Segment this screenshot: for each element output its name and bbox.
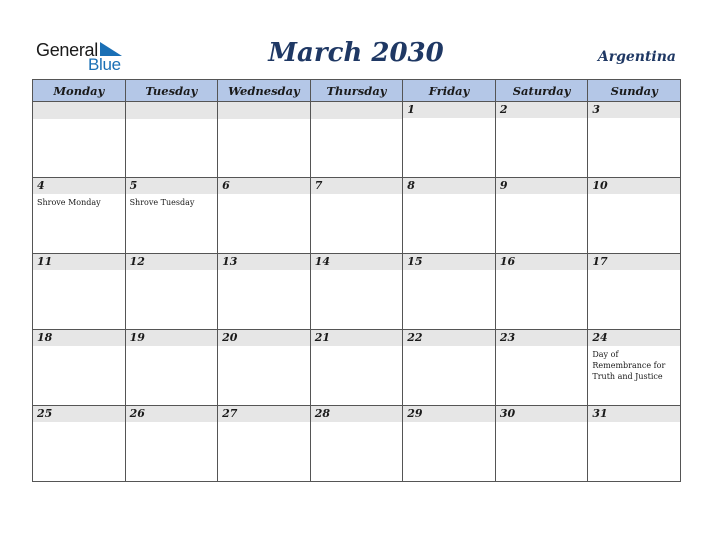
day-number: 1 [403, 102, 495, 118]
day-number: 15 [403, 254, 495, 270]
calendar-grid [32, 79, 681, 482]
day-number: 13 [218, 254, 310, 270]
day-cell [33, 178, 126, 254]
week-row [33, 102, 681, 178]
week-row [33, 178, 681, 254]
day-cell [33, 102, 126, 178]
day-number: 18 [33, 330, 125, 346]
day-cell [403, 406, 496, 482]
weekday-header: Thursday [310, 80, 403, 102]
day-number: 6 [218, 178, 310, 194]
day-cell [125, 178, 218, 254]
day-number: 21 [311, 330, 403, 346]
day-number: 26 [126, 406, 218, 422]
day-number: 12 [126, 254, 218, 270]
day-number: 17 [588, 254, 680, 270]
week-row [33, 254, 681, 330]
weekday-header: Monday [33, 80, 126, 102]
day-cell [218, 102, 311, 178]
day-number: 19 [126, 330, 218, 346]
day-cell [588, 102, 681, 178]
day-cell [310, 406, 403, 482]
day-cell [310, 102, 403, 178]
weekday-header: Tuesday [125, 80, 218, 102]
calendar-title: March 2030 [268, 38, 444, 68]
day-number [218, 102, 310, 119]
day-number: 20 [218, 330, 310, 346]
weekday-header: Wednesday [218, 80, 311, 102]
day-cell [495, 254, 588, 330]
day-number: 3 [588, 102, 680, 118]
day-cell [33, 406, 126, 482]
day-number: 10 [588, 178, 680, 194]
day-cell [403, 178, 496, 254]
day-number: 25 [33, 406, 125, 422]
day-cell [403, 254, 496, 330]
day-number: 22 [403, 330, 495, 346]
weekday-header: Saturday [495, 80, 588, 102]
day-cell [495, 406, 588, 482]
week-row [33, 330, 681, 406]
holiday-label: Shrove Monday [37, 198, 101, 207]
logo-text-general: General [36, 40, 98, 60]
day-number: 7 [311, 178, 403, 194]
day-number: 5 [126, 178, 218, 194]
day-number: 2 [496, 102, 588, 118]
day-cell [310, 330, 403, 406]
day-cell [125, 330, 218, 406]
day-number [33, 102, 125, 119]
day-number: 8 [403, 178, 495, 194]
day-cell [495, 102, 588, 178]
day-cell [125, 406, 218, 482]
day-number [126, 102, 218, 119]
holiday-label: Shrove Tuesday [129, 198, 195, 207]
generalblue-logo [36, 40, 136, 74]
day-cell [218, 406, 311, 482]
weekday-header-row [33, 80, 681, 102]
day-cell [588, 254, 681, 330]
day-number: 28 [311, 406, 403, 422]
day-number: 30 [496, 406, 588, 422]
day-cell [495, 330, 588, 406]
weekday-header: Friday [403, 80, 496, 102]
day-cell [33, 254, 126, 330]
day-cell [310, 254, 403, 330]
week-row [33, 406, 681, 482]
day-number [311, 102, 403, 119]
day-number: 14 [311, 254, 403, 270]
country-label: Argentina [597, 49, 676, 65]
day-number: 16 [496, 254, 588, 270]
day-number: 9 [496, 178, 588, 194]
day-cell [588, 330, 681, 406]
day-number: 4 [33, 178, 125, 194]
day-cell [33, 330, 126, 406]
day-cell [125, 254, 218, 330]
day-cell [218, 330, 311, 406]
day-cell [588, 178, 681, 254]
day-cell [125, 102, 218, 178]
day-cell [310, 178, 403, 254]
day-number: 24 [588, 330, 680, 346]
day-number: 29 [403, 406, 495, 422]
weekday-header: Sunday [588, 80, 681, 102]
day-number: 11 [33, 254, 125, 270]
day-number: 31 [588, 406, 680, 422]
day-cell [218, 178, 311, 254]
day-number: 27 [218, 406, 310, 422]
day-number: 23 [496, 330, 588, 346]
holiday-label: Day of Remembrance for Truth and Justice [592, 350, 666, 381]
day-cell [403, 102, 496, 178]
logo-text-blue: Blue [88, 55, 121, 74]
day-cell [588, 406, 681, 482]
day-cell [218, 254, 311, 330]
day-cell [495, 178, 588, 254]
day-cell [403, 330, 496, 406]
